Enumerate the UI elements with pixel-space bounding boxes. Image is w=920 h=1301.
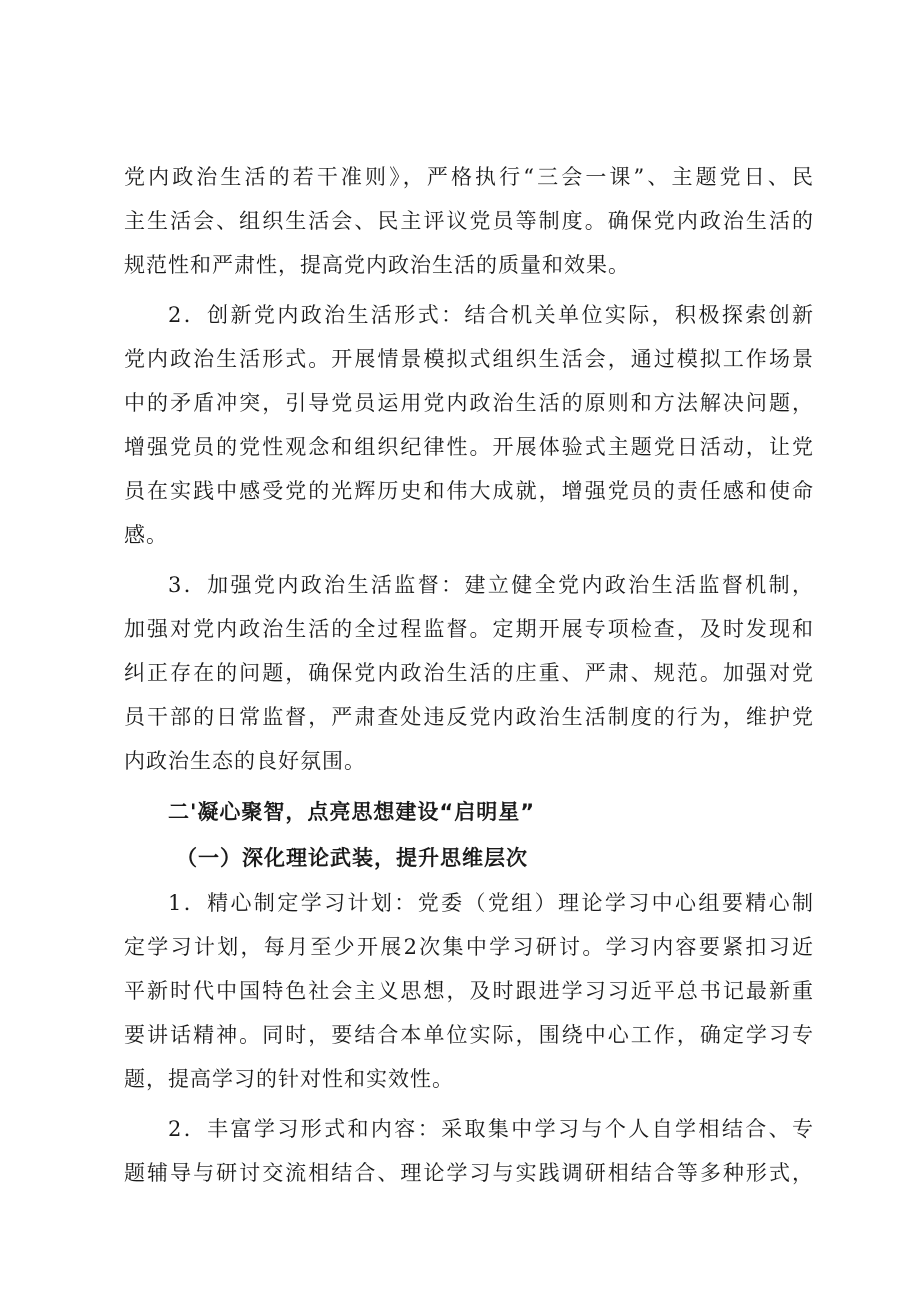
text-line: 加强对党内政治生活的全过程监督。定期开展专项检查，及时发现和 bbox=[124, 617, 814, 641]
paragraph-study-forms bbox=[124, 1107, 814, 1195]
document-page bbox=[124, 155, 814, 1195]
text-line: 员干部的日常监督，严肃查处违反党内政治生活制度的行为，维护党 bbox=[124, 705, 814, 729]
text-line: 纠正存在的问题，确保党内政治生活的庄重、严肃、规范。加强对党 bbox=[124, 661, 814, 685]
text-line: 平新时代中国特色社会主义思想，及时跟进学习习近平总书记最新重 bbox=[124, 979, 814, 1003]
text-line: 员在实践中感受党的光辉历史和伟大成就，增强党员的责任感和使命 bbox=[124, 479, 814, 503]
text-line: 3．加强党内政治生活监督：建立健全党内政治生活监督机制， bbox=[168, 573, 814, 597]
text-line: 1．精心制定学习计划：党委（党组）理论学习中心组要精心制 bbox=[168, 891, 814, 915]
text-line: 内政治生态的良好氛围。 bbox=[124, 749, 366, 773]
text-line: 主生活会、组织生活会、民主评议党员等制度。确保党内政治生活的 bbox=[124, 209, 814, 233]
text-line: 题辅导与研讨交流相结合、理论学习与实践调研相结合等多种形式， bbox=[124, 1161, 814, 1185]
paragraph-intro bbox=[124, 155, 814, 287]
text-line: 感。 bbox=[124, 523, 168, 547]
text-line: 定学习计划，每月至少开展2次集中学习研讨。学习内容要紧扣习近 bbox=[124, 935, 814, 959]
text-line: 规范性和严肃性，提高党内政治生活的质量和效果。 bbox=[124, 253, 630, 277]
text-line: 增强党员的党性观念和组织纪律性。开展体验式主题党日活动，让党 bbox=[124, 435, 814, 459]
text-line: 2．创新党内政治生活形式：结合机关单位实际，积极探索创新 bbox=[168, 303, 814, 327]
paragraph-study-plan bbox=[124, 881, 814, 1101]
paragraph-item-2 bbox=[124, 293, 814, 557]
text-line: 党内政治生活形式。开展情景模拟式组织生活会，通过模拟工作场景 bbox=[124, 347, 814, 371]
subsection-heading: （一）深化理论武装，提升思维层次 bbox=[176, 845, 528, 870]
text-line: 题，提高学习的针对性和实效性。 bbox=[124, 1067, 454, 1091]
text-line: 2．丰富学习形式和内容：采取集中学习与个人自学相结合、专 bbox=[168, 1117, 814, 1141]
section-heading: 二'凝心聚智，点亮思想建设“启明星” bbox=[168, 800, 536, 824]
text-line: 中的矛盾冲突，引导党员运用党内政治生活的原则和方法解决问题， bbox=[124, 391, 814, 415]
text-line: 要讲话精神。同时，要结合本单位实际，围绕中心工作，确定学习专 bbox=[124, 1023, 814, 1047]
text-line: 党内政治生活的若干准则》，严格执行“三会一课”、主题党日、民 bbox=[124, 165, 814, 189]
paragraph-item-3 bbox=[124, 563, 814, 783]
